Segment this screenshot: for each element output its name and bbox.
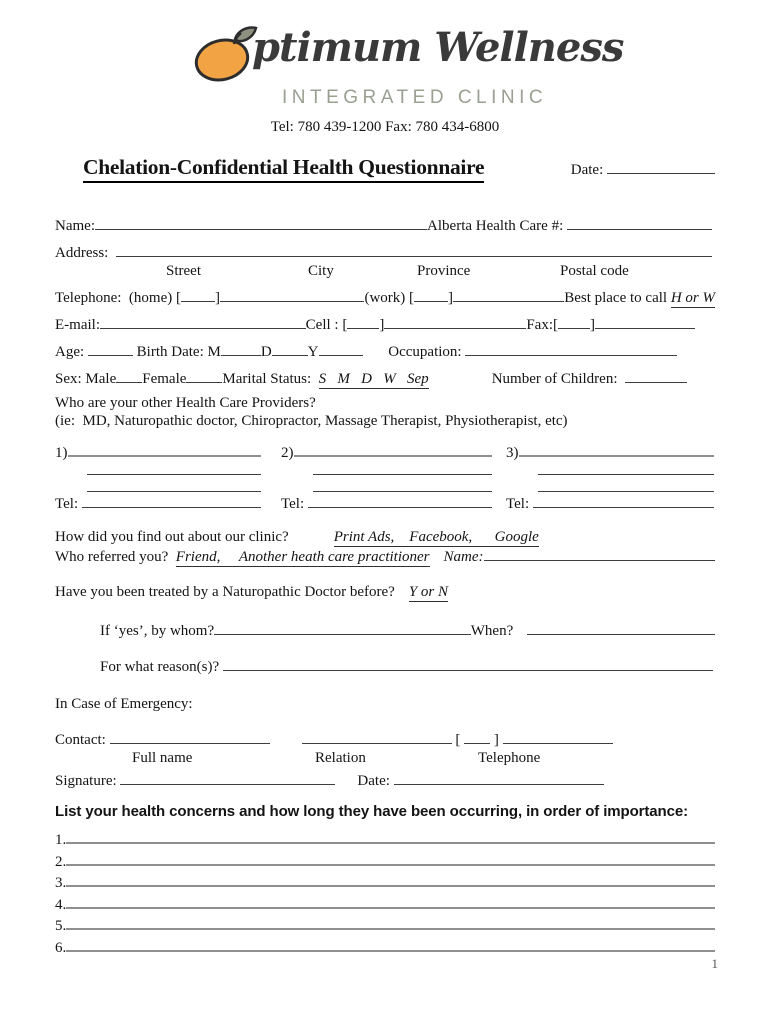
reason-blank[interactable] — [223, 657, 713, 671]
page-number: 1 — [711, 956, 718, 971]
provider-3-line3-blank[interactable] — [538, 478, 714, 492]
provider-3-tel-label: Tel: — [506, 496, 533, 512]
providers-examples-row — [55, 413, 715, 430]
reason-row — [55, 657, 713, 676]
female-blank[interactable] — [186, 369, 222, 383]
cell-label: Cell : — [305, 317, 343, 333]
email-row — [55, 315, 695, 334]
occupation-blank[interactable] — [465, 342, 677, 356]
concern-2-blank[interactable] — [66, 850, 715, 866]
concern-5-number: 5. — [55, 918, 67, 934]
reason-label: For what reason(s)? — [100, 659, 223, 675]
sex-row — [55, 369, 687, 389]
when-blank[interactable] — [527, 621, 715, 635]
concern-4-blank[interactable] — [66, 893, 715, 909]
referred-row — [55, 547, 715, 567]
emergency-contact-row — [55, 730, 715, 749]
sex-male-label: Sex: Male — [55, 371, 117, 387]
ahc-label: Alberta Health Care #: — [427, 218, 567, 234]
provider-1-line3-blank[interactable] — [87, 478, 261, 492]
address-sublabels-row — [55, 263, 715, 281]
provider-3-line2-blank[interactable] — [538, 461, 714, 475]
signature-date-blank[interactable] — [394, 771, 604, 785]
fax-area-code-blank[interactable] — [558, 315, 590, 329]
work-label: (work) — [364, 290, 410, 306]
close-bracket: ] — [590, 317, 595, 333]
ahc-blank[interactable] — [567, 216, 712, 230]
when-label: When? — [470, 623, 517, 639]
telephone-label: Telephone — [478, 750, 541, 766]
clinic-phone-fax: Tel: 780 439-1200 Fax: 780 434-6800 — [270, 119, 500, 135]
provider-2-number: 2) — [281, 445, 294, 461]
treated-options[interactable]: Y or N — [408, 584, 449, 600]
providers-question: Who are your other Health Care Providers? — [55, 395, 316, 411]
open-bracket: [ — [451, 732, 465, 748]
name-row — [55, 216, 712, 235]
referred-label: Who referred you? — [55, 549, 176, 565]
logo-wordmark: ptimum Wellness — [252, 24, 624, 71]
concerns-heading: List your health concerns and how long they have been occurring, in order of importance: — [55, 803, 688, 820]
birth-y-label: Y — [307, 344, 319, 360]
work-phone-blank[interactable] — [453, 288, 564, 302]
email-blank[interactable] — [100, 315, 306, 329]
concern-2-number: 2. — [55, 854, 67, 870]
concern-line-6 — [55, 936, 715, 957]
work-area-code-blank[interactable] — [414, 288, 448, 302]
by-whom-blank[interactable] — [214, 621, 471, 635]
best-place-options[interactable]: H or W — [670, 290, 715, 306]
relation-label: Relation — [315, 750, 366, 766]
concern-line-2 — [55, 850, 715, 871]
birth-month-blank[interactable] — [221, 342, 261, 356]
page-title: Chelation-Confidential Health Questionnaire — [83, 155, 484, 183]
emergency-sublabels-row — [55, 750, 715, 768]
full-name-label: Full name — [132, 750, 193, 766]
concern-3-blank[interactable] — [66, 871, 715, 887]
children-label: Number of Children: — [491, 371, 625, 387]
name-blank[interactable] — [95, 216, 427, 230]
address-label: Address: — [55, 245, 116, 261]
provider-3-name-blank[interactable] — [519, 441, 715, 457]
provider-column-2 — [281, 441, 492, 521]
province-label: Province — [417, 263, 471, 279]
telephone-home-label: Telephone: (home) — [55, 290, 176, 306]
street-label: Street — [166, 263, 201, 279]
concern-line-3 — [55, 871, 715, 892]
open-bracket: [ — [342, 317, 348, 333]
provider-1-tel-blank[interactable] — [82, 494, 261, 508]
providers-question-row — [55, 395, 715, 412]
provider-column-1 — [55, 441, 261, 521]
female-label: Female — [142, 371, 187, 387]
provider-1-name-blank[interactable] — [68, 441, 262, 457]
contact-fullname-blank[interactable] — [110, 730, 270, 744]
birth-d-label: D — [260, 344, 272, 360]
concern-5-blank[interactable] — [66, 914, 715, 930]
close-bracket: ] — [490, 732, 503, 748]
providers-examples: (ie: MD, Naturopathic doctor, Chiropractor, Massage Therapist, Physiotherapist, etc) — [55, 413, 568, 429]
concern-line-5 — [55, 914, 715, 935]
how-found-label: How did you find out about our clinic? — [55, 529, 289, 545]
concern-6-number: 6. — [55, 940, 67, 956]
contact-telephone-blank[interactable] — [503, 730, 613, 744]
logo-tagline: INTEGRATED CLINIC — [282, 87, 548, 108]
referred-options[interactable]: Friend, Another heath care practitioner — [175, 549, 430, 565]
close-bracket: ] — [379, 317, 385, 333]
birth-date-label: Birth Date: M — [132, 344, 221, 360]
cell-number-blank[interactable] — [384, 315, 526, 329]
referred-name-label: Name: — [443, 549, 484, 565]
concern-line-1 — [55, 828, 715, 849]
provider-2-line2-blank[interactable] — [313, 461, 492, 475]
concern-1-blank[interactable] — [66, 828, 715, 844]
fax-number-blank[interactable] — [595, 315, 695, 329]
provider-1-number: 1) — [55, 445, 68, 461]
emergency-heading: In Case of Emergency: — [55, 696, 193, 712]
open-bracket: [ — [176, 290, 181, 306]
contact-area-code-blank[interactable] — [464, 730, 490, 744]
best-place-label: Best place to call — [564, 290, 671, 306]
telephone-row — [55, 288, 715, 308]
concern-line-4 — [55, 893, 715, 914]
contact-label: Contact: — [55, 732, 110, 748]
concern-1-number: 1. — [55, 832, 67, 848]
provider-column-3 — [506, 441, 714, 521]
address-blank[interactable] — [116, 243, 712, 257]
postal-code-label: Postal code — [560, 263, 629, 279]
treated-question: Have you been treated by a Naturopathic Doctor before? — [55, 584, 395, 600]
home-phone-blank[interactable] — [220, 288, 364, 302]
concern-3-number: 3. — [55, 875, 67, 891]
treated-row — [55, 584, 715, 602]
concern-4-number: 4. — [55, 897, 67, 913]
signature-date-label: Date: — [357, 773, 394, 789]
contact-relation-blank[interactable] — [302, 730, 452, 744]
by-whom-label: If ‘yes’, by whom? — [100, 623, 215, 639]
how-found-row — [55, 529, 715, 547]
name-label: Name: — [55, 218, 95, 234]
provider-3-number: 3) — [506, 445, 519, 461]
home-area-code-blank[interactable] — [181, 288, 215, 302]
occupation-label: Occupation: — [384, 344, 466, 360]
age-row — [55, 342, 677, 361]
age-blank[interactable] — [88, 342, 133, 356]
birth-day-blank[interactable] — [272, 342, 308, 356]
concern-6-blank[interactable] — [66, 936, 715, 952]
close-bracket: ] — [215, 290, 220, 306]
city-label: City — [308, 263, 334, 279]
address-row — [55, 243, 712, 262]
age-label: Age: — [55, 344, 88, 360]
provider-2-name-blank[interactable] — [294, 441, 493, 457]
cell-area-code-blank[interactable] — [347, 315, 379, 329]
marital-status-label: Marital Status: — [222, 371, 319, 387]
close-bracket: ] — [448, 290, 454, 306]
how-found-options[interactable]: Print Ads, Facebook, Google — [333, 529, 539, 545]
provider-3-tel-blank[interactable] — [533, 494, 714, 508]
fax-label: Fax: — [526, 317, 553, 333]
emergency-heading-row — [55, 696, 715, 713]
header-date-group — [571, 160, 715, 179]
signature-label: Signature: — [55, 773, 121, 789]
children-blank[interactable] — [625, 369, 687, 383]
concerns-heading-row — [55, 803, 715, 820]
provider-1-tel-label: Tel: — [55, 496, 82, 512]
date-label: Date: — [570, 162, 607, 178]
by-whom-row — [55, 621, 715, 640]
signature-row — [55, 771, 715, 790]
provider-1-line2-blank[interactable] — [87, 461, 261, 475]
provider-2-line3-blank[interactable] — [313, 478, 492, 492]
provider-2-tel-label: Tel: — [281, 496, 308, 512]
birth-year-blank[interactable] — [319, 342, 363, 356]
provider-2-tel-blank[interactable] — [308, 494, 492, 508]
orange-fruit-icon — [194, 24, 260, 89]
email-label: E-mail: — [55, 317, 100, 333]
signature-blank[interactable] — [120, 771, 335, 785]
male-blank[interactable] — [116, 369, 142, 383]
open-bracket: [ — [409, 290, 415, 306]
referred-name-blank[interactable] — [484, 547, 716, 561]
date-blank[interactable] — [607, 160, 715, 174]
title-row — [55, 155, 715, 183]
open-bracket: [ — [553, 317, 558, 333]
marital-options[interactable]: S M D W Sep — [318, 371, 429, 387]
